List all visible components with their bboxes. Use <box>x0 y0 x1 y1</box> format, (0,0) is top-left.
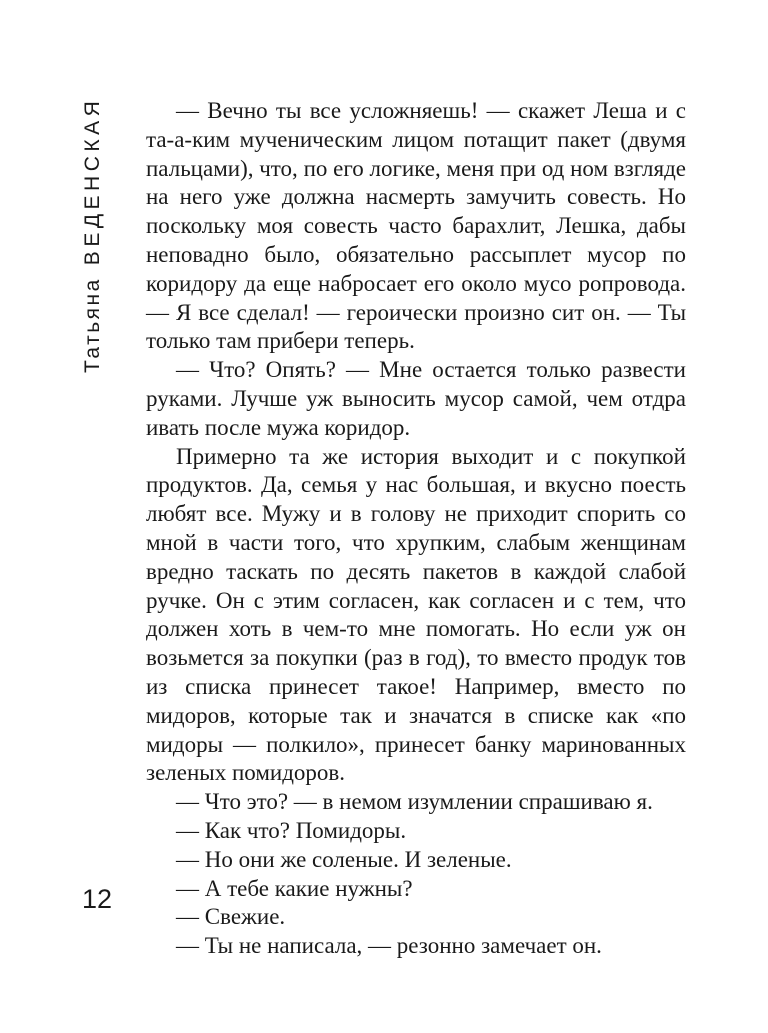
dialogue-line: — А тебе какие нужны? <box>176 875 413 901</box>
dialogue-line: — Но они же соленые. И зеленые. <box>176 846 512 872</box>
text-line: ручке. Он с этим согласен, как согласен и с тем, что <box>146 587 686 613</box>
text-line: сит он. — Ты только там прибери теперь. <box>146 299 687 354</box>
text-line: совесть. Но поскольку моя совесть часто барахлит, <box>146 184 686 239</box>
dialogue-line: — Что это? — в немом изумлении спрашиваю я. <box>176 789 653 815</box>
text-line: мидоров, которые так и значатся в списке как «по <box>146 702 686 728</box>
body-text <box>146 97 686 961</box>
dialogue-line: — Ты не написала, — резонно замечает он. <box>176 933 602 959</box>
text-line: вредно таскать по десять пакетов в каждой слабой <box>146 558 686 584</box>
dialogue-line: — Как что? Помидоры. <box>176 817 407 843</box>
text-line: тов из списка принесет такое! Например, вместо по <box>146 645 686 699</box>
text-line: ном взгляде на него уже должна насмерть замучить <box>146 155 686 210</box>
page-number: 12 <box>82 884 113 914</box>
text-line: — Вечно ты все усложняешь! — скажет Леша <box>176 98 656 123</box>
author-first-name: Татьяна <box>81 277 104 373</box>
text-line: ивать после мужа коридор. <box>146 414 411 440</box>
text-line: — Что? Опять? — Мне остается только развести <box>176 357 686 383</box>
paragraph <box>146 356 686 442</box>
text-line: ропровода. — Я все сделал! — героически произно <box>146 270 687 325</box>
text-line: должен хоть в чем-то мне помогать. Но если уж он <box>146 616 686 642</box>
paragraph <box>146 443 686 789</box>
dialogue-line: — Свежие. <box>176 904 286 930</box>
text-line: возьмется за покупки (раз в год), то вместо продук <box>146 645 648 671</box>
text-line: любят все. Мужу и в голову не приходит спорить со <box>146 501 686 527</box>
running-head <box>78 96 108 373</box>
paragraph <box>146 97 686 356</box>
text-line: мной в части того, что хрупким, слабым женщинам <box>146 529 686 555</box>
text-line: продуктов. Да, семья у нас большая, и вкусно поесть <box>146 472 686 498</box>
text-line: мусор по коридору да еще набросает его около мусо <box>146 241 686 296</box>
text-line: зеленых помидоров. <box>146 760 346 786</box>
text-line: мидоры — полкило», принесет банку маринованных <box>146 731 686 757</box>
text-line: руками. Лучше уж выносить мусор самой, чем отдра <box>146 385 686 411</box>
text-line: Лешка, дабы неповадно было, обязательно рассыплет <box>146 213 686 267</box>
author-last-name: ВЕДЕНСКАЯ <box>81 96 104 266</box>
text-line: Примерно та же история выходит и с покупкой <box>176 443 686 469</box>
text-line: и с та-а-ким мученическим лицом потащит пакет <box>146 98 686 152</box>
text-line: (двумя пальцами), что, по его логике, меня при од <box>146 126 686 181</box>
